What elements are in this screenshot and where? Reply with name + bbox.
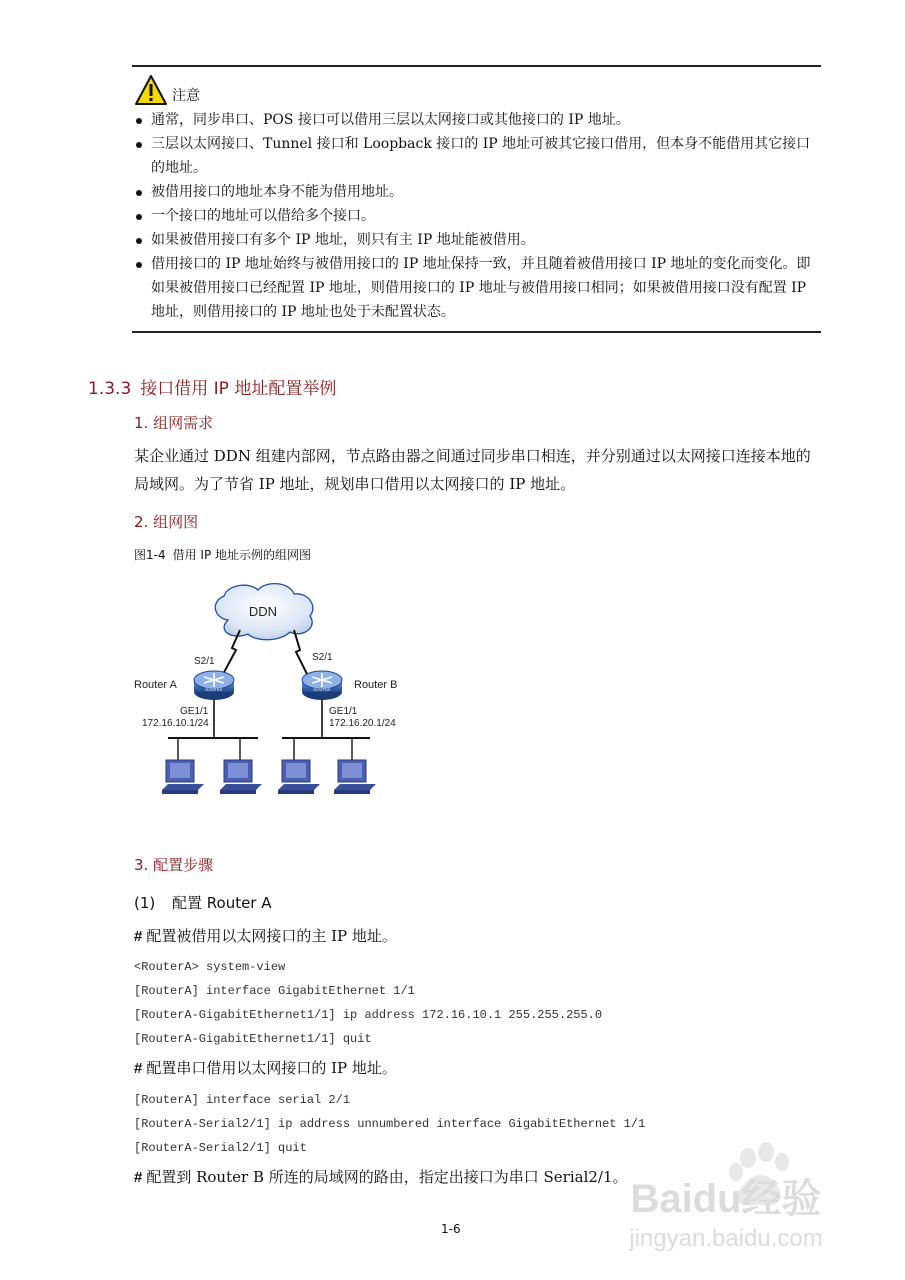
router-a-ip-label: 172.16.10.1/24 — [142, 718, 209, 729]
code-line: [RouterA] interface GigabitEthernet 1/1 — [134, 984, 415, 998]
router-b-ge-label: GE1/1 — [329, 706, 358, 717]
code-line: [RouterA-Serial2/1] quit — [134, 1141, 307, 1155]
note-item: 一个接口的地址可以借给多个接口。 — [134, 204, 822, 228]
note-item: 借用接口的 IP 地址始终与被借用接口的 IP 地址保持一致，并且随着被借用接口 IP 地址的变化而变化。即如果被借用接口已经配置 IP 地址，则借用接口的 IP 地址与被借用接口相同；如果被借用接口没有配置 IP 地址，则借用接口的 IP 地址也处于未配置状态。 — [134, 252, 822, 324]
comment-line-2 — [134, 1057, 397, 1078]
note-header — [134, 72, 200, 106]
router-a-icon — [194, 671, 234, 700]
router-a-badge: ROUTER — [205, 687, 223, 692]
requirement-paragraph: 某企业通过 DDN 组建内部网，节点路由器之间通过同步串口相连，并分别通过以太网接口连接本地的局域网。为了节省 IP 地址，规划串口借用以太网接口的 IP 地址。 — [134, 447, 811, 493]
note-label: 注意 — [172, 88, 200, 104]
router-b-serial-label: S2/1 — [312, 652, 333, 663]
warning-icon — [134, 74, 168, 106]
code-block-2 — [134, 1088, 645, 1160]
hash-mark: # — [134, 1060, 143, 1077]
subsection-requirements: 1. 组网需求 — [134, 414, 214, 432]
code-line: [RouterA] interface serial 2/1 — [134, 1093, 351, 1107]
pc-icon — [162, 760, 204, 794]
section-title: 接口借用 IP 地址配置举例 — [140, 379, 337, 399]
comment-text: 配置被借用以太网接口的主 IP 地址。 — [146, 927, 397, 945]
network-diagram — [128, 580, 428, 820]
note-bottom-rule — [132, 331, 821, 333]
note-top-rule — [132, 65, 821, 67]
serial-link-b — [294, 630, 308, 676]
code-line: [RouterA-Serial2/1] ip address unnumbered interface GigabitEthernet 1/1 — [134, 1117, 646, 1131]
ddn-label: DDN — [248, 604, 278, 619]
code-block-1 — [134, 955, 602, 1051]
note-item: 三层以太网接口、Tunnel 接口和 Loopback 接口的 IP 地址可被其它接口借用，但本身不能借用其它接口的地址。 — [134, 132, 822, 180]
router-b-badge: ROUTER — [313, 687, 331, 692]
router-b-name: Router B — [354, 679, 398, 691]
ddn-cloud — [215, 584, 313, 640]
figure-caption-text: 借用 IP 地址示例的组网图 — [172, 548, 312, 562]
pc-icon — [278, 760, 320, 794]
baidu-watermark-logo — [598, 1140, 860, 1270]
code-line: [RouterA-GigabitEthernet1/1] ip address 172.16.10.1 255.255.255.0 — [134, 1008, 603, 1022]
watermark-brand: Baidu经验 — [630, 1177, 822, 1221]
note-list — [134, 108, 822, 324]
router-b-ip-label: 172.16.20.1/24 — [329, 718, 396, 729]
hash-mark: # — [134, 928, 143, 945]
subsection-config-steps: 3. 配置步骤 — [134, 856, 214, 874]
page-number: 1-6 — [441, 1222, 461, 1236]
step-1 — [134, 892, 272, 913]
figure-number: 图1-4 — [134, 548, 166, 562]
step-text: 配置 Router A — [172, 894, 272, 912]
comment-text: 配置到 Router B 所连的局域网的路由，指定出接口为串口 Serial2/1。 — [146, 1168, 628, 1186]
watermark-url: jingyan.baidu.com — [629, 1225, 823, 1252]
code-line: <RouterA> system-view — [134, 960, 286, 974]
router-a-serial-label: S2/1 — [194, 656, 215, 667]
section-number: 1.3.3 — [88, 379, 132, 399]
router-a-name: Router A — [134, 679, 177, 691]
note-item: 被借用接口的地址本身不能为借用地址。 — [134, 180, 822, 204]
code-line: [RouterA-GigabitEthernet1/1] quit — [134, 1032, 372, 1046]
hash-mark: # — [134, 1169, 143, 1186]
router-a-ge-label: GE1/1 — [180, 706, 209, 717]
router-b-icon — [302, 671, 342, 700]
pc-icon — [220, 760, 262, 794]
comment-line-1 — [134, 925, 397, 946]
note-item: 如果被借用接口有多个 IP 地址，则只有主 IP 地址能被借用。 — [134, 228, 822, 252]
serial-link-a — [222, 630, 240, 676]
step-number: (1) — [134, 894, 156, 912]
section-heading — [88, 374, 336, 399]
comment-text: 配置串口借用以太网接口的 IP 地址。 — [146, 1059, 397, 1077]
comment-line-3 — [134, 1166, 628, 1187]
subsection-diagram: 2. 组网图 — [134, 513, 199, 531]
note-item: 通常，同步串口、POS 接口可以借用三层以太网接口或其他接口的 IP 地址。 — [134, 108, 822, 132]
pc-icon — [334, 760, 376, 794]
figure-caption — [134, 546, 311, 563]
